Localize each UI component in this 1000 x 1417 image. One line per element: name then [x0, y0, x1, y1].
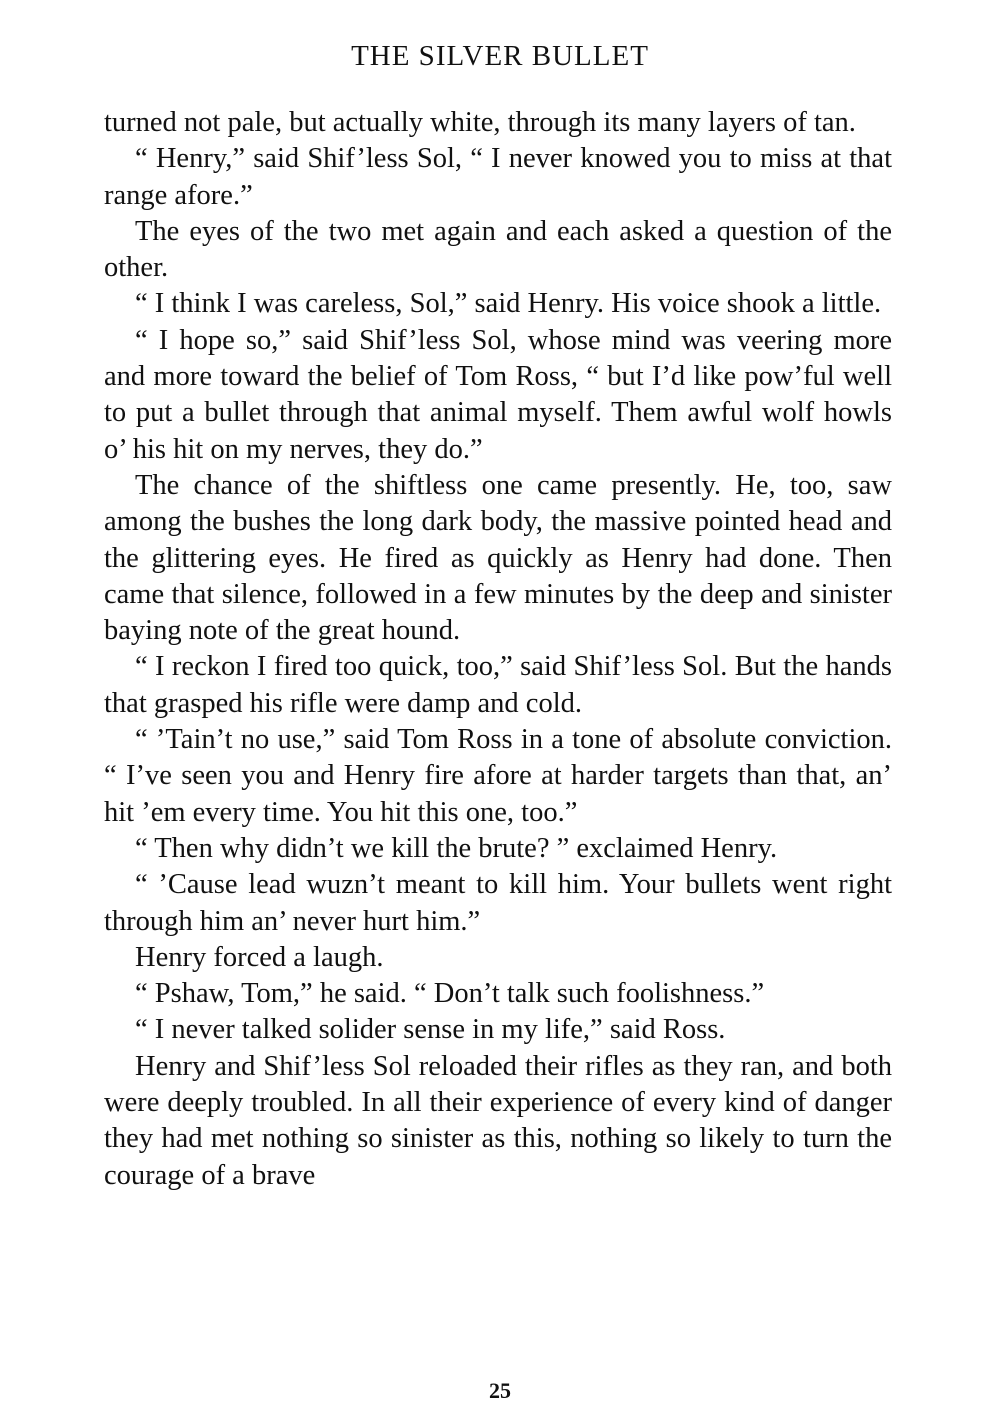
paragraph: The chance of the shiftless one came presently. He, too, saw among the bushes the long dark body, the massive pointed head and the glittering eyes. He fired as quickly as Henry had done. Then came that silence, followed in a few minutes by the deep and sinister baying note of the great hound. — [104, 469, 892, 647]
paragraph-continuation: turned not pale, but actually white, through its many layers of tan. — [104, 107, 856, 138]
paragraph: The eyes of the two met again and each asked a question of the other. — [104, 215, 892, 284]
paragraph: “ ’Tain’t no use,” said Tom Ross in a tone of absolute conviction. “ I’ve seen you and Henry fire afore at harder targets than that, an’ hit ’em every time. You hit this one, too.” — [104, 724, 892, 828]
page-number: 25 — [489, 1378, 511, 1403]
body-text — [104, 105, 892, 1194]
paragraph: Henry and Shif’less Sol reloaded their rifles as they ran, and both were deeply troubled. In all their experience of every kind of danger they had met nothing so sinister as this, nothing so likely to turn the courage of a brave — [104, 1050, 892, 1191]
paragraph: “ I reckon I fired too quick, too,” said Shif’less Sol. But the hands that grasped his rifle were damp and cold. — [104, 651, 892, 719]
paragraph: “ I think I was careless, Sol,” said Henry. His voice shook a little. — [135, 288, 882, 320]
paragraph: Henry forced a laugh. — [135, 941, 384, 973]
paragraph: “ Henry,” said Shif’less Sol, “ I never knowed you to miss at that range afore.” — [104, 143, 892, 211]
paragraph: “ I never talked solider sense in my life,” said Ross. — [135, 1014, 726, 1046]
running-head: THE SILVER BULLET — [351, 40, 649, 72]
paragraph: “ Pshaw, Tom,” he said. “ Don’t talk such foolishness.” — [135, 978, 765, 1010]
paragraph: “ ’Cause lead wuzn’t meant to kill him. Your bullets went right through him an’ never hurt him.” — [104, 869, 892, 937]
paragraph: “ I hope so,” said Shif’less Sol, whose mind was veering more and more toward the belief of Tom Ross, “ but I’d like pow’ful well to put a bullet through that animal myself. Them awful wolf howls o’ his hit on my nerves, they do.” — [104, 324, 892, 465]
paragraph: “ Then why didn’t we kill the brute? ” exclaimed Henry. — [135, 832, 778, 864]
